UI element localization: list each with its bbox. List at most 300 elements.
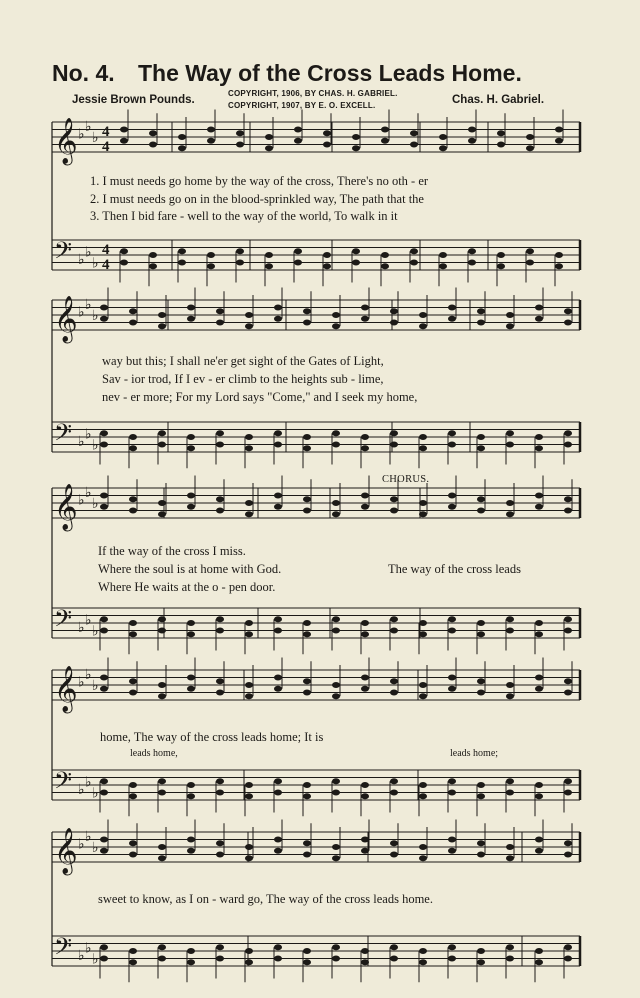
note-head	[274, 442, 282, 448]
note-head	[303, 445, 311, 451]
note-head	[390, 840, 398, 846]
note-head	[332, 855, 340, 861]
flat-icon: ♭	[85, 484, 92, 501]
note-head	[100, 442, 108, 448]
note-head	[506, 430, 514, 436]
note-head	[361, 959, 369, 965]
note-head	[303, 959, 311, 965]
note-head	[265, 134, 273, 140]
note-head	[381, 252, 389, 258]
note-head	[100, 675, 108, 681]
note-head	[390, 320, 398, 326]
note-head	[187, 316, 195, 322]
note-head	[535, 316, 543, 322]
note-head	[274, 778, 282, 784]
note-head	[294, 127, 302, 133]
note-head	[419, 620, 427, 626]
flat-icon: ♭	[78, 947, 85, 964]
note-head	[390, 944, 398, 950]
note-head	[332, 790, 340, 796]
note-head	[158, 844, 166, 850]
copyright-line-2: COPYRIGHT, 1907, BY E. O. EXCELL.	[228, 101, 376, 110]
note-head	[468, 260, 476, 266]
verse-2-line-2: Sav - ior trod, If I ev - er climb to the heights sub - lime,	[102, 372, 384, 386]
note-head	[506, 956, 514, 962]
note-head	[497, 252, 505, 258]
note-head	[149, 142, 157, 148]
note-head	[506, 511, 514, 517]
note-head	[535, 493, 543, 499]
note-head	[274, 504, 282, 510]
note-head	[535, 434, 543, 440]
note-head	[477, 793, 485, 799]
note-head	[303, 678, 311, 684]
note-head	[149, 130, 157, 136]
note-head	[187, 493, 195, 499]
flat-icon: ♭	[92, 255, 99, 272]
note-head	[100, 430, 108, 436]
note-head	[564, 308, 572, 314]
note-head	[332, 956, 340, 962]
bass-clef-icon: 𝄢	[54, 766, 73, 800]
time-signature-bottom: 4	[102, 257, 110, 273]
note-head	[100, 686, 108, 692]
note-head	[158, 682, 166, 688]
note-head	[448, 616, 456, 622]
note-head	[158, 628, 166, 634]
note-head	[274, 944, 282, 950]
note-head	[332, 430, 340, 436]
note-head	[274, 686, 282, 692]
verse-1-line-2: way but this; I shall ne'er get sight of the Gates of Light,	[102, 354, 384, 368]
note-head	[332, 778, 340, 784]
note-head	[390, 778, 398, 784]
note-head	[129, 631, 137, 637]
note-head	[564, 678, 572, 684]
note-head	[361, 948, 369, 954]
note-head	[477, 631, 485, 637]
note-head	[274, 790, 282, 796]
note-head	[100, 316, 108, 322]
flat-icon: ♭	[78, 836, 85, 853]
note-head	[352, 248, 360, 254]
note-head	[332, 323, 340, 329]
note-head	[245, 631, 253, 637]
note-head	[303, 793, 311, 799]
note-head	[419, 959, 427, 965]
note-head	[265, 145, 273, 151]
note-head	[497, 263, 505, 269]
note-head	[245, 793, 253, 799]
note-head	[352, 134, 360, 140]
note-head	[410, 130, 418, 136]
verse-2-line-1: 2. I must needs go on in the blood-sprinkled way, The path that the	[90, 192, 424, 206]
flat-icon: ♭	[92, 623, 99, 640]
note-head	[506, 790, 514, 796]
note-head	[100, 616, 108, 622]
note-head	[390, 790, 398, 796]
note-head	[129, 948, 137, 954]
note-head	[274, 848, 282, 854]
note-head	[381, 127, 389, 133]
note-head	[555, 252, 563, 258]
note-head	[236, 260, 244, 266]
note-head	[216, 308, 224, 314]
note-head	[303, 631, 311, 637]
note-head	[564, 690, 572, 696]
note-head	[303, 496, 311, 502]
note-head	[506, 855, 514, 861]
note-head	[419, 312, 427, 318]
note-head	[361, 445, 369, 451]
note-head	[564, 944, 572, 950]
note-head	[506, 628, 514, 634]
echo-leads-home-1: leads home,	[130, 748, 178, 759]
note-head	[477, 620, 485, 626]
note-head	[187, 686, 195, 692]
note-head	[555, 263, 563, 269]
note-head	[448, 675, 456, 681]
note-head	[158, 855, 166, 861]
note-head	[381, 138, 389, 144]
note-head	[448, 848, 456, 854]
note-head	[390, 430, 398, 436]
note-head	[207, 263, 215, 269]
note-head	[419, 855, 427, 861]
hymn-number: No. 4.	[52, 60, 115, 86]
note-head	[100, 628, 108, 634]
note-head	[361, 675, 369, 681]
note-head	[332, 844, 340, 850]
note-head	[361, 848, 369, 854]
note-head	[149, 263, 157, 269]
flat-icon: ♭	[85, 940, 92, 957]
note-head	[323, 130, 331, 136]
note-head	[303, 508, 311, 514]
note-head	[361, 305, 369, 311]
note-head	[332, 616, 340, 622]
treble-clef-icon: 𝄞	[54, 828, 78, 874]
note-head	[477, 445, 485, 451]
note-head	[245, 693, 253, 699]
note-head	[129, 445, 137, 451]
note-head	[477, 508, 485, 514]
note-head	[129, 496, 137, 502]
treble-clef-icon: 𝄞	[54, 118, 78, 164]
note-head	[245, 434, 253, 440]
note-head	[187, 434, 195, 440]
note-head	[535, 675, 543, 681]
note-head	[187, 782, 195, 788]
note-head	[129, 852, 137, 858]
note-head	[506, 944, 514, 950]
note-head	[274, 675, 282, 681]
flat-icon: ♭	[85, 118, 92, 135]
note-head	[216, 778, 224, 784]
note-head	[419, 500, 427, 506]
chorus-lyric-line-3: sweet to know, as I on - ward go, The way of the cross leads home.	[98, 892, 433, 906]
note-head	[158, 500, 166, 506]
flat-icon: ♭	[92, 130, 99, 146]
note-head	[526, 260, 534, 266]
note-head	[187, 620, 195, 626]
note-head	[448, 778, 456, 784]
note-head	[419, 323, 427, 329]
note-head	[158, 944, 166, 950]
bass-clef-icon: 𝄢	[54, 236, 73, 270]
note-head	[477, 852, 485, 858]
note-head	[332, 511, 340, 517]
flat-icon: ♭	[92, 496, 99, 512]
note-head	[535, 848, 543, 854]
note-head	[419, 511, 427, 517]
flat-icon: ♭	[78, 126, 85, 143]
note-head	[535, 504, 543, 510]
note-head	[129, 308, 137, 314]
note-head	[178, 248, 186, 254]
note-head	[535, 305, 543, 311]
echo-leads-home-2: leads home;	[450, 748, 499, 759]
note-head	[129, 840, 137, 846]
note-head	[410, 142, 418, 148]
note-head	[274, 956, 282, 962]
note-head	[410, 260, 418, 266]
note-head	[187, 445, 195, 451]
note-head	[448, 837, 456, 843]
verse-1-line-3: If the way of the cross I miss.	[98, 544, 246, 558]
note-head	[448, 686, 456, 692]
time-signature-bottom: 4	[102, 139, 110, 155]
note-head	[419, 445, 427, 451]
note-head	[477, 496, 485, 502]
note-head	[245, 323, 253, 329]
note-head	[158, 790, 166, 796]
flat-icon: ♭	[85, 612, 92, 629]
note-head	[332, 628, 340, 634]
note-head	[187, 793, 195, 799]
treble-clef-icon: 𝄞	[54, 484, 78, 530]
note-head	[564, 496, 572, 502]
note-head	[361, 620, 369, 626]
note-head	[149, 252, 157, 258]
note-head	[129, 320, 137, 326]
note-head	[303, 620, 311, 626]
bass-clef-icon: 𝄢	[54, 418, 73, 452]
note-head	[303, 840, 311, 846]
note-head	[390, 690, 398, 696]
flat-icon: ♭	[78, 619, 85, 636]
note-head	[506, 442, 514, 448]
note-head	[564, 852, 572, 858]
note-head	[361, 837, 369, 843]
note-head	[468, 127, 476, 133]
note-head	[361, 316, 369, 322]
time-signature-top: 4	[102, 124, 110, 140]
note-head	[361, 504, 369, 510]
note-head	[216, 956, 224, 962]
note-head	[535, 620, 543, 626]
note-head	[207, 252, 215, 258]
note-head	[274, 616, 282, 622]
note-head	[216, 616, 224, 622]
note-head	[564, 778, 572, 784]
flat-icon: ♭	[85, 666, 92, 683]
note-head	[245, 500, 253, 506]
note-head	[564, 616, 572, 622]
note-head	[439, 263, 447, 269]
note-head	[187, 504, 195, 510]
note-head	[274, 430, 282, 436]
note-head	[448, 628, 456, 634]
note-head	[361, 782, 369, 788]
note-head	[332, 442, 340, 448]
note-head	[187, 631, 195, 637]
note-head	[448, 944, 456, 950]
note-head	[245, 959, 253, 965]
note-head	[129, 678, 137, 684]
flat-icon: ♭	[92, 840, 99, 856]
note-head	[216, 690, 224, 696]
note-head	[419, 782, 427, 788]
note-head	[555, 127, 563, 133]
note-head	[526, 248, 534, 254]
flat-icon: ♭	[92, 308, 99, 324]
note-head	[526, 134, 534, 140]
note-head	[100, 837, 108, 843]
note-head	[390, 442, 398, 448]
note-head	[187, 305, 195, 311]
note-head	[419, 793, 427, 799]
flat-icon: ♭	[85, 774, 92, 791]
note-head	[216, 320, 224, 326]
note-head	[100, 305, 108, 311]
hymn-title: The Way of the Cross Leads Home.	[138, 60, 522, 86]
note-head	[265, 252, 273, 258]
note-head	[352, 145, 360, 151]
note-head	[390, 628, 398, 634]
note-head	[274, 493, 282, 499]
note-head	[294, 248, 302, 254]
note-head	[120, 138, 128, 144]
note-head	[178, 260, 186, 266]
flat-icon: ♭	[78, 304, 85, 321]
note-head	[477, 690, 485, 696]
note-head	[129, 782, 137, 788]
note-head	[390, 496, 398, 502]
note-head	[294, 260, 302, 266]
note-head	[352, 260, 360, 266]
note-head	[245, 782, 253, 788]
note-head	[361, 493, 369, 499]
note-head	[448, 790, 456, 796]
note-head	[506, 312, 514, 318]
note-head	[497, 142, 505, 148]
note-head	[564, 956, 572, 962]
note-head	[187, 837, 195, 843]
note-head	[361, 631, 369, 637]
note-head	[477, 782, 485, 788]
note-head	[535, 631, 543, 637]
note-head	[274, 305, 282, 311]
note-head	[158, 693, 166, 699]
note-head	[216, 508, 224, 514]
note-head	[100, 848, 108, 854]
note-head	[158, 312, 166, 318]
note-head	[100, 956, 108, 962]
note-head	[187, 948, 195, 954]
note-head	[506, 500, 514, 506]
note-head	[245, 445, 253, 451]
note-head	[390, 956, 398, 962]
note-head	[410, 248, 418, 254]
note-head	[477, 434, 485, 440]
note-head	[448, 316, 456, 322]
note-head	[419, 693, 427, 699]
verse-3-line-1: 3. Then I bid fare - well to the way of the world, To walk in it	[90, 209, 398, 223]
note-head	[158, 442, 166, 448]
time-signature-top: 4	[102, 242, 110, 258]
note-head	[535, 445, 543, 451]
note-head	[323, 142, 331, 148]
note-head	[100, 944, 108, 950]
note-head	[245, 312, 253, 318]
note-head	[555, 138, 563, 144]
note-head	[158, 956, 166, 962]
note-head	[439, 252, 447, 258]
note-head	[564, 628, 572, 634]
note-head	[448, 430, 456, 436]
note-head	[303, 690, 311, 696]
note-head	[120, 260, 128, 266]
note-head	[332, 312, 340, 318]
note-head	[564, 790, 572, 796]
flat-icon: ♭	[92, 951, 99, 968]
note-head	[419, 434, 427, 440]
note-head	[332, 682, 340, 688]
note-head	[216, 430, 224, 436]
note-head	[439, 145, 447, 151]
flat-icon: ♭	[78, 781, 85, 798]
flat-icon: ♭	[92, 437, 99, 454]
flat-icon: ♭	[78, 251, 85, 268]
note-head	[323, 252, 331, 258]
note-head	[419, 948, 427, 954]
note-head	[129, 690, 137, 696]
note-head	[390, 616, 398, 622]
note-head	[207, 138, 215, 144]
note-head	[245, 620, 253, 626]
verse-3-line-3: Where He waits at the o - pen door.	[98, 580, 276, 594]
chorus-lyric-line-1: The way of the cross leads	[388, 562, 521, 576]
note-head	[564, 508, 572, 514]
note-head	[100, 778, 108, 784]
note-head	[303, 320, 311, 326]
note-head	[419, 631, 427, 637]
note-head	[361, 686, 369, 692]
note-head	[245, 844, 253, 850]
note-head	[274, 837, 282, 843]
note-head	[158, 323, 166, 329]
note-head	[390, 308, 398, 314]
note-head	[274, 628, 282, 634]
treble-clef-icon: 𝄞	[54, 666, 78, 712]
note-head	[468, 248, 476, 254]
note-head	[129, 508, 137, 514]
chorus-lyric-line-2: home, The way of the cross leads home; It is	[100, 730, 324, 744]
note-head	[506, 682, 514, 688]
note-head	[477, 678, 485, 684]
note-head	[332, 500, 340, 506]
